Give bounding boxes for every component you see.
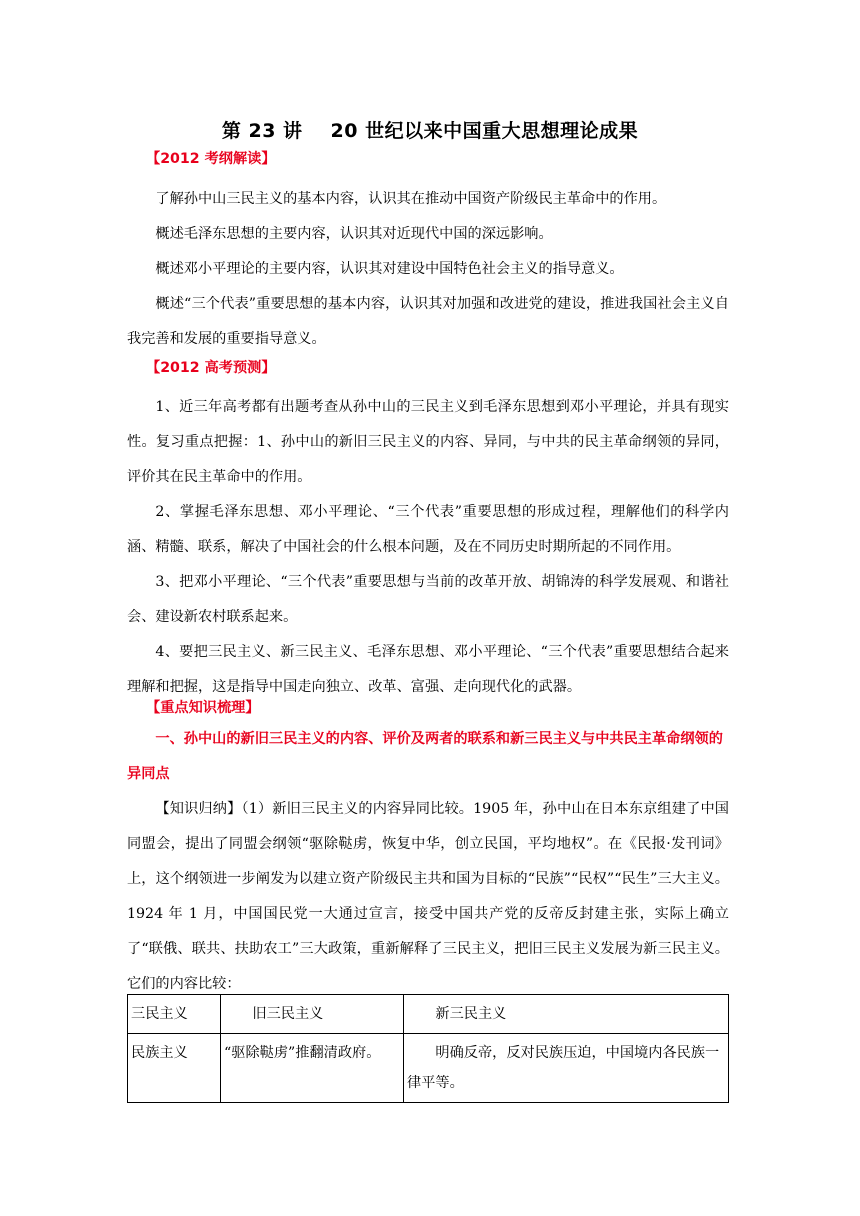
table-header-cell: 新三民主义 [404,995,729,1034]
section-heading-outline: 【2012 考纲解读】 [146,151,276,167]
knowledge-paragraph: 【知识归纳】（1）新旧三民主义的内容异同比较。1905 年，孙中山在日本东京组建了中国同盟会，提出了同盟会纲领“驱除鞑虏，恢复中华，创立民国，平均地权”。在《民报·发刊词》上，这个纲领进一步阐发为以建立资产阶级民主共和国为目标的“民族”“民权”“民生”三大主义。1924 年 1 月，中国国民党一大通过宣言，接受中国共产党的反帝反封建主张，实际上确立了“联俄、联共、扶助农工”三大政策，重新解释了三民主义，把旧三民主义发展为新三民主义。它们的内容比较： [127,801,729,992]
forecast-paragraph: 2、掌握毛泽东思想、邓小平理论、“三个代表”重要思想的形成过程，理解他们的科学内涵、精髓、联系，解决了中国社会的什么根本问题，及在不同历史时期所起的不同作用。 [127,504,729,555]
page-title [0,116,860,143]
outline-paragraph: 了解孙中山三民主义的基本内容，认识其在推动中国资产阶级民主革命中的作用。 [155,191,667,207]
knowledge-body [127,792,729,1002]
table-cell: 民族主义 [128,1034,221,1103]
outline-paragraph: 概述毛泽东思想的主要内容，认识其对近现代中国的深远影响。 [155,226,553,242]
outline-paragraph: 概述“三个代表”重要思想的基本内容，认识其对加强和改进党的建设，推进我国社会主义自我完善和发展的重要指导意义。 [127,296,729,347]
table-row [128,1034,729,1103]
section-outline-body [127,182,729,357]
outline-paragraph: 概述邓小平理论的主要内容，认识其对建设中国特色社会主义的指导意义。 [155,261,624,277]
knowledge-subheading: 一、孙中山的新旧三民主义的内容、评价及两者的联系和新三民主义与中共民主革命纲领的异同点 [127,731,723,782]
section-heading-knowledge: 【重点知识梳理】 [146,700,260,716]
table-header-cell: 三民主义 [128,995,221,1034]
forecast-paragraph: 3、把邓小平理论、“三个代表”重要思想与当前的改革开放、胡锦涛的科学发展观、和谐社会、建设新农村联系起来。 [127,574,729,625]
lecture-number: 第 23 讲 [221,120,303,142]
forecast-paragraph: 1、近三年高考都有出题考查从孙中山的三民主义到毛泽东思想到邓小平理论，并具有现实性。复习重点把握：1、孙中山的新旧三民主义的内容、异同，与中共的民主革命纲领的异同，评价其在民主革命中的作用。 [127,399,729,485]
table-cell: 明确反帝，反对民族压迫，中国境内各民族一律平等。 [404,1034,729,1103]
section-forecast-body [127,390,729,705]
forecast-paragraph: 4、要把三民主义、新三民主义、毛泽东思想、邓小平理论、“三个代表”重要思想结合起来理解和把握，这是指导中国走向独立、改革、富强、走向现代化的武器。 [127,644,729,695]
table-header-row [128,995,729,1034]
table-cell: “驱除鞑虏”推翻清政府。 [221,1034,404,1103]
lecture-topic: 20 世纪以来中国重大思想理论成果 [330,120,639,142]
table-header-cell: 旧三民主义 [221,995,404,1034]
comparison-table [127,994,729,1103]
section-heading-forecast: 【2012 高考预测】 [146,360,276,376]
